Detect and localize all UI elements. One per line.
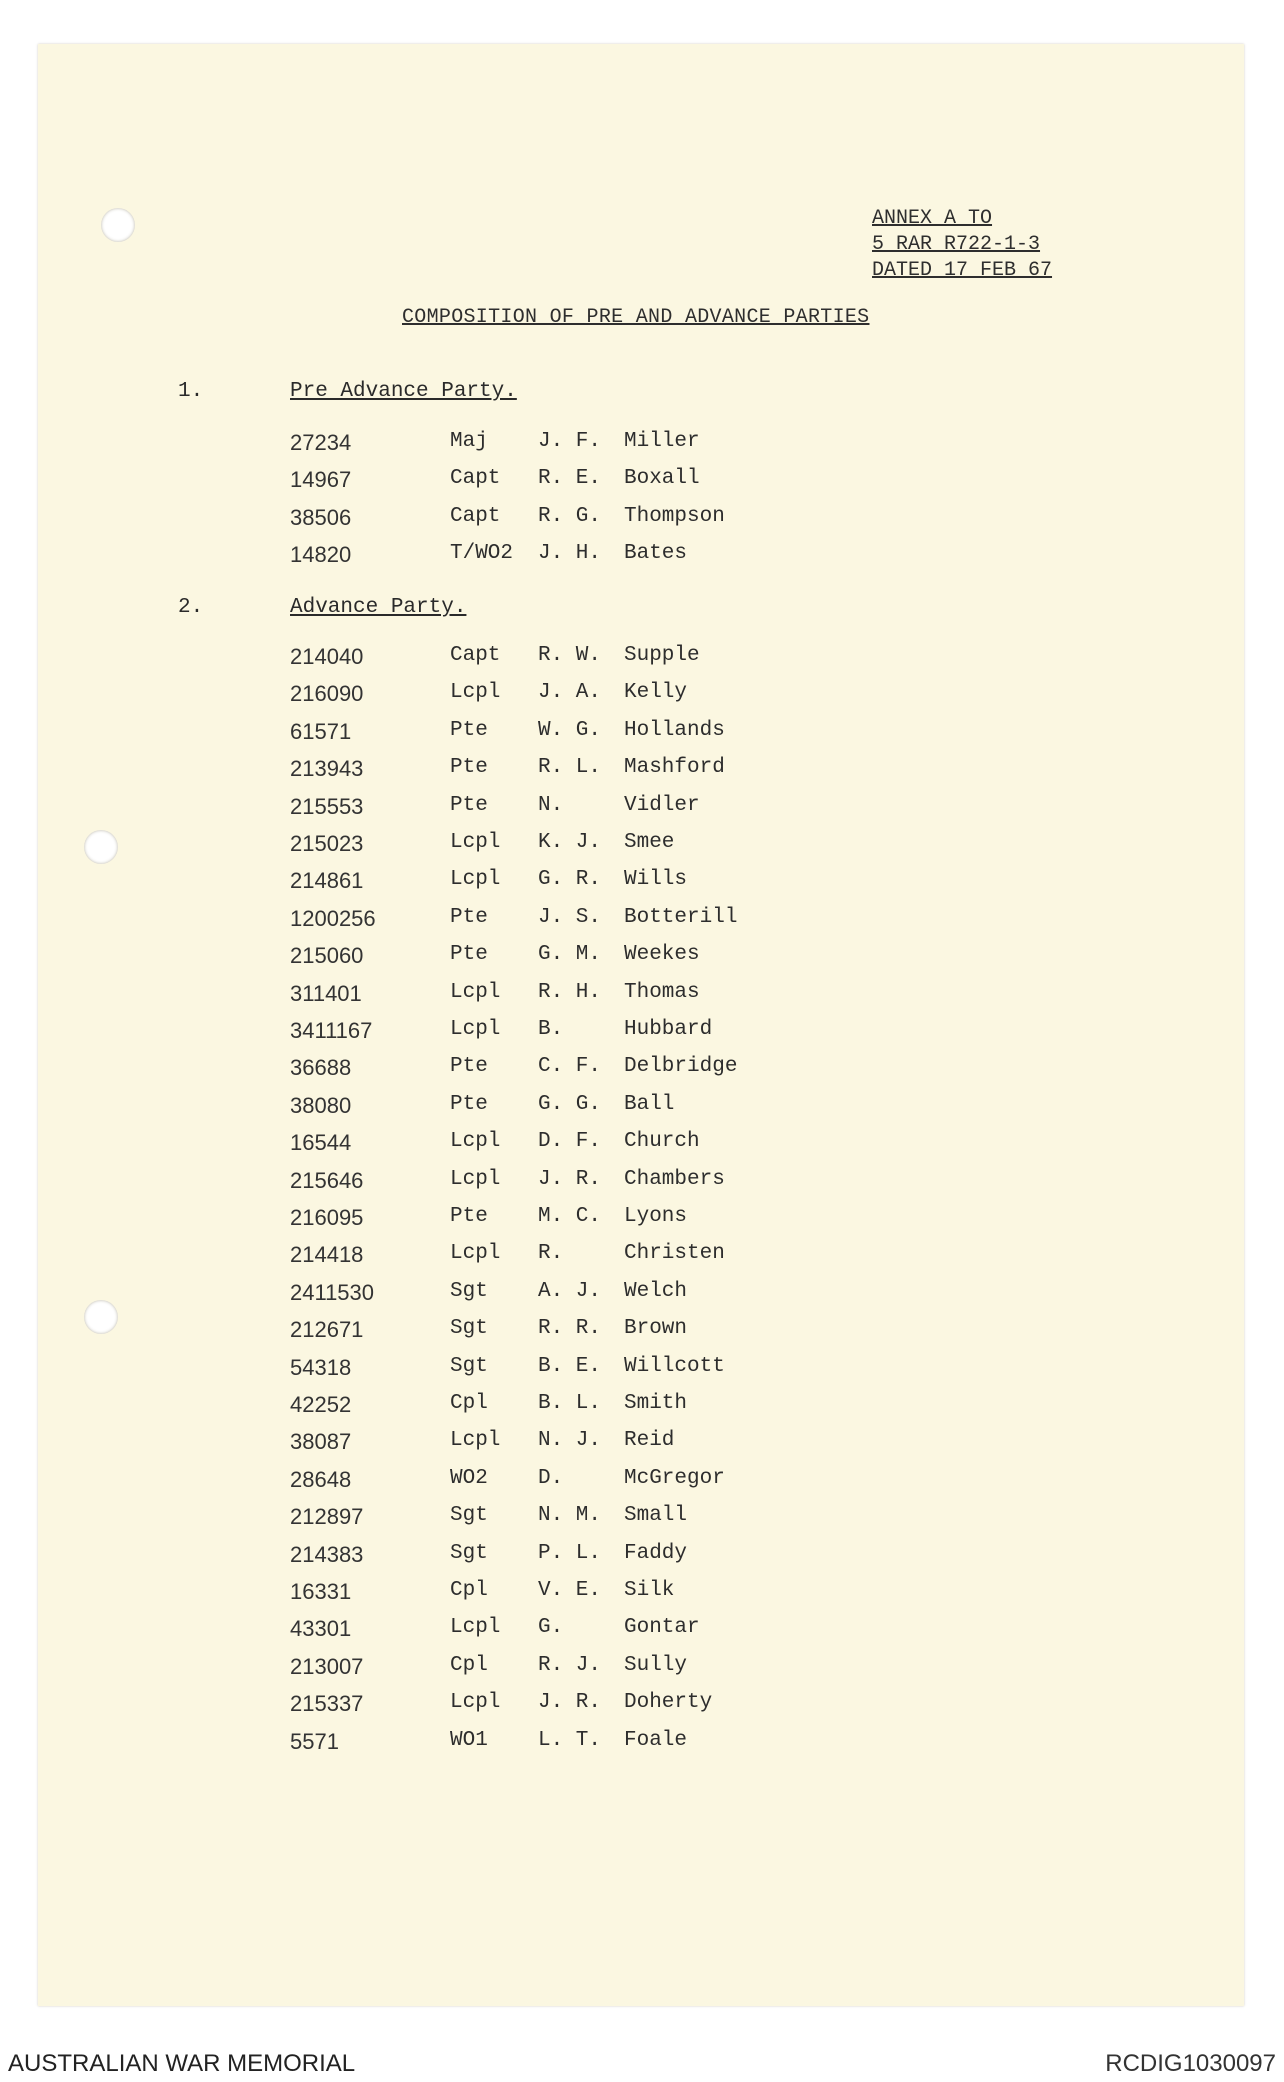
initials: L. T. — [538, 1729, 602, 1752]
surname: Lyons — [624, 1205, 688, 1228]
service-number: 216090 — [290, 681, 364, 706]
service-number: 215023 — [290, 831, 364, 856]
rank: Pte — [450, 906, 488, 929]
rank: Sgt — [450, 1542, 488, 1565]
service-number: 214861 — [290, 868, 364, 893]
section-heading: Advance Party. — [290, 596, 467, 619]
rank: Cpl — [450, 1392, 488, 1415]
service-number: 38087 — [290, 1429, 352, 1454]
annex-line-3: DATED 17 FEB 67 — [872, 259, 1053, 282]
rank: Capt — [450, 467, 501, 490]
surname: Chambers — [624, 1168, 725, 1191]
initials: J. F. — [538, 430, 602, 453]
surname: Hubbard — [624, 1018, 713, 1041]
service-number: 38506 — [290, 505, 352, 530]
service-number: 54318 — [290, 1355, 352, 1380]
surname: Doherty — [624, 1691, 713, 1714]
initials: C. F. — [538, 1055, 602, 1078]
section-number: 2. — [178, 596, 204, 619]
surname: Boxall — [624, 467, 700, 490]
rank: Capt — [450, 644, 501, 667]
rank: Pte — [450, 943, 488, 966]
punch-hole — [84, 1300, 118, 1334]
service-number: 16331 — [290, 1579, 352, 1604]
surname: Delbridge — [624, 1055, 738, 1078]
initials: W. G. — [538, 719, 602, 742]
service-number: 38080 — [290, 1093, 352, 1118]
rank: Pte — [450, 756, 488, 779]
service-number: 215553 — [290, 794, 364, 819]
rank: Sgt — [450, 1280, 488, 1303]
rank: Lcpl — [450, 1130, 501, 1153]
rank: Pte — [450, 1055, 488, 1078]
rank: Cpl — [450, 1654, 488, 1677]
rank: WO2 — [450, 1467, 488, 1490]
surname: Sully — [624, 1654, 688, 1677]
initials: V. E. — [538, 1579, 602, 1602]
surname: Welch — [624, 1280, 688, 1303]
rank: Sgt — [450, 1504, 488, 1527]
initials: B. L. — [538, 1392, 602, 1415]
rank: Lcpl — [450, 1616, 501, 1639]
initials: R. H. — [538, 981, 602, 1004]
initials: N. M. — [538, 1504, 602, 1527]
rank: Lcpl — [450, 831, 501, 854]
surname: Smee — [624, 831, 675, 854]
initials: R. E. — [538, 467, 602, 490]
service-number: 213007 — [290, 1654, 364, 1679]
surname: Vidler — [624, 794, 700, 817]
surname: Church — [624, 1130, 700, 1153]
service-number: 43301 — [290, 1616, 352, 1641]
initials: N. — [538, 794, 564, 817]
rank: Maj — [450, 430, 488, 453]
annex-reference — [872, 206, 1052, 284]
initials: N. J. — [538, 1429, 602, 1452]
rank: Lcpl — [450, 1242, 501, 1265]
rank: Pte — [450, 794, 488, 817]
section-number: 1. — [178, 380, 204, 403]
rank: Pte — [450, 1205, 488, 1228]
initials: J. A. — [538, 681, 602, 704]
initials: M. C. — [538, 1205, 602, 1228]
surname: Hollands — [624, 719, 725, 742]
service-number: 311401 — [290, 981, 362, 1006]
service-number: 212897 — [290, 1504, 364, 1529]
service-number: 61571 — [290, 719, 352, 744]
rank: Pte — [450, 1093, 488, 1116]
surname: Botterill — [624, 906, 738, 929]
service-number: 5571 — [290, 1729, 339, 1754]
surname: Silk — [624, 1579, 675, 1602]
rank: Sgt — [450, 1355, 488, 1378]
section-heading: Pre Advance Party. — [290, 380, 517, 403]
surname: Kelly — [624, 681, 688, 704]
rank: Sgt — [450, 1317, 488, 1340]
initials: G. M. — [538, 943, 602, 966]
rank: Cpl — [450, 1579, 488, 1602]
rank: Capt — [450, 505, 501, 528]
surname: Foale — [624, 1729, 688, 1752]
rank: Pte — [450, 719, 488, 742]
initials: R. W. — [538, 644, 602, 667]
service-number: 27234 — [290, 430, 352, 455]
rank: Lcpl — [450, 1018, 501, 1041]
surname: Reid — [624, 1429, 675, 1452]
annex-line-2: 5 RAR R722-1-3 — [872, 233, 1041, 256]
service-number: 42252 — [290, 1392, 352, 1417]
rank: T/WO2 — [450, 542, 514, 565]
footer-source: AUSTRALIAN WAR MEMORIAL — [8, 2050, 356, 2077]
service-number: 3411167 — [290, 1018, 373, 1043]
surname: Ball — [624, 1093, 675, 1116]
surname: Gontar — [624, 1616, 700, 1639]
initials: D. F. — [538, 1130, 602, 1153]
surname: Faddy — [624, 1542, 688, 1565]
service-number: 28648 — [290, 1467, 352, 1492]
surname: Mashford — [624, 756, 725, 779]
service-number: 214040 — [290, 644, 364, 669]
initials: B. E. — [538, 1355, 602, 1378]
service-number: 36688 — [290, 1055, 352, 1080]
service-number: 14967 — [290, 467, 352, 492]
rank: Lcpl — [450, 681, 501, 704]
service-number: 2411530 — [290, 1280, 375, 1305]
surname: Weekes — [624, 943, 700, 966]
initials: G. G. — [538, 1093, 602, 1116]
surname: McGregor — [624, 1467, 725, 1490]
initials: R. R. — [538, 1317, 602, 1340]
initials: D. — [538, 1467, 564, 1490]
footer-id: RCDIG1030097 — [1105, 2050, 1276, 2077]
rank: Lcpl — [450, 1168, 501, 1191]
initials: J. H. — [538, 542, 602, 565]
surname: Christen — [624, 1242, 725, 1265]
service-number: 1200256 — [290, 906, 376, 931]
rank: Lcpl — [450, 981, 501, 1004]
initials: J. R. — [538, 1691, 602, 1714]
rank: Lcpl — [450, 868, 501, 891]
punch-hole — [84, 830, 118, 864]
surname: Miller — [624, 430, 700, 453]
service-number: 215060 — [290, 943, 364, 968]
initials: B. — [538, 1018, 564, 1041]
surname: Wills — [624, 868, 688, 891]
service-number: 212671 — [290, 1317, 364, 1342]
service-number: 215337 — [290, 1691, 364, 1716]
initials: R. G. — [538, 505, 602, 528]
surname: Small — [624, 1504, 688, 1527]
surname: Supple — [624, 644, 700, 667]
rank: Lcpl — [450, 1691, 501, 1714]
service-number: 213943 — [290, 756, 364, 781]
punch-hole — [101, 208, 135, 242]
initials: J. S. — [538, 906, 602, 929]
rank: Lcpl — [450, 1429, 501, 1452]
service-number: 14820 — [290, 542, 352, 567]
surname: Willcott — [624, 1355, 725, 1378]
service-number: 215646 — [290, 1168, 364, 1193]
surname: Thompson — [624, 505, 725, 528]
initials: A. J. — [538, 1280, 602, 1303]
document-title: COMPOSITION OF PRE AND ADVANCE PARTIES — [402, 306, 870, 329]
initials: R. — [538, 1242, 564, 1265]
initials: R. L. — [538, 756, 602, 779]
initials: K. J. — [538, 831, 602, 854]
service-number: 216095 — [290, 1205, 364, 1230]
initials: P. L. — [538, 1542, 602, 1565]
annex-line-1: ANNEX A TO — [872, 207, 993, 230]
surname: Brown — [624, 1317, 688, 1340]
service-number: 214383 — [290, 1542, 364, 1567]
initials: G. — [538, 1616, 564, 1639]
initials: R. J. — [538, 1654, 602, 1677]
initials: J. R. — [538, 1168, 602, 1191]
initials: G. R. — [538, 868, 602, 891]
surname: Bates — [624, 542, 688, 565]
surname: Thomas — [624, 981, 700, 1004]
surname: Smith — [624, 1392, 688, 1415]
service-number: 214418 — [290, 1242, 364, 1267]
rank: WO1 — [450, 1729, 488, 1752]
service-number: 16544 — [290, 1130, 352, 1155]
